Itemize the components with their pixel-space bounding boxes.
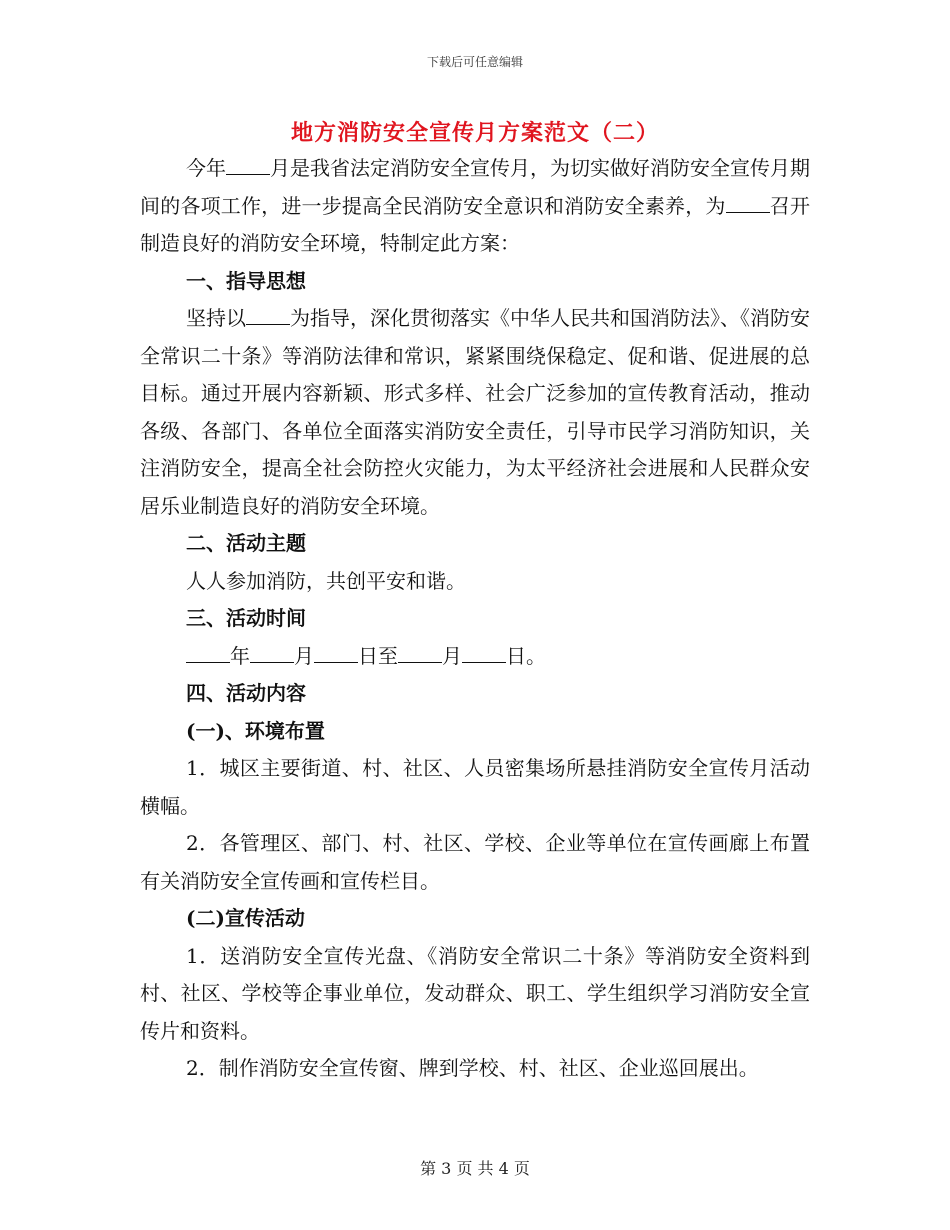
date-day-label-2: 日。 <box>506 643 546 668</box>
section3-date-line <box>140 638 810 676</box>
document-title: 地方消防安全宣传月方案范文（二） <box>290 120 659 146</box>
blank-underline <box>314 642 358 663</box>
date-month-label: 月 <box>294 643 314 668</box>
blank-underline <box>186 642 230 663</box>
blank-underline <box>726 192 770 213</box>
blank-underline <box>398 642 442 663</box>
blank-underline <box>462 642 506 663</box>
header-note: 下载后可任意编辑 <box>426 55 523 69</box>
page-number: 第 3 页 共 4 页 <box>420 1159 530 1178</box>
list-item: 2．制作消防安全宣传窗、牌到学校、村、社区、企业巡回展出。 <box>186 1056 759 1080</box>
document-body <box>140 150 810 1088</box>
intro-text-3: 召开制造良好的消防安全环境，特制定此方案： <box>140 193 811 255</box>
date-day-label: 日至 <box>358 643 398 668</box>
section-heading-2: 二、活动主题 <box>186 531 306 555</box>
intro-paragraph <box>140 150 810 263</box>
section1-text-2: 为指导，深化贯彻落实《中华人民共和国消防法》、《消防安全常识二十条》等消防法律和常识，紧紧围绕保稳定、促和谐、促进展的总目标。通过开展内容新颖、形式多样、社会广泛参加的宣传教育活动，推动各级、各部门、各单位全面落实消防安全责任，引导市民学习消防知识，关注消防安全，提高全社会防控火灾能力，为太平经济社会进展和人民群众安居乐业制造良好的消防安全环境。 <box>140 306 810 518</box>
subsection-heading-1: (一)、环境布置 <box>186 718 325 743</box>
intro-text-2: 月是我省法定消防安全宣传月，为切实做好消防安全宣传月期间的各项工作，进一步提高全民消防安全意识和消防安全素养，为 <box>140 156 810 218</box>
blank-underline <box>226 154 270 175</box>
blank-underline <box>250 642 294 663</box>
section-heading-4: 四、活动内容 <box>186 681 306 705</box>
intro-text-1: 今年 <box>186 156 226 180</box>
section2-paragraph: 人人参加消防，共创平安和谐。 <box>186 568 466 593</box>
list-item: 2．各管理区、部门、村、社区、学校、企业等单位在宣传画廊上布置有关消防安全宣传画和宣传栏目。 <box>140 831 810 893</box>
list-item: 1．送消防安全宣传光盘、《消防安全常识二十条》等消防安全资料到村、社区、学校等企事业单位，发动群众、职工、学生组织学习消防安全宣传片和资料。 <box>140 943 810 1043</box>
subsection-heading-2: (二)宣传活动 <box>186 906 305 930</box>
section1-paragraph <box>140 300 810 525</box>
section-heading-1: 一、指导思想 <box>186 268 306 293</box>
blank-underline <box>246 304 290 325</box>
section-heading-3: 三、活动时间 <box>186 606 306 630</box>
date-year-label: 年 <box>230 643 250 668</box>
section1-text-1: 坚持以 <box>186 306 246 330</box>
date-month-label-2: 月 <box>442 643 462 668</box>
list-item: 1．城区主要街道、村、社区、人员密集场所悬挂消防安全宣传月活动横幅。 <box>140 756 810 818</box>
